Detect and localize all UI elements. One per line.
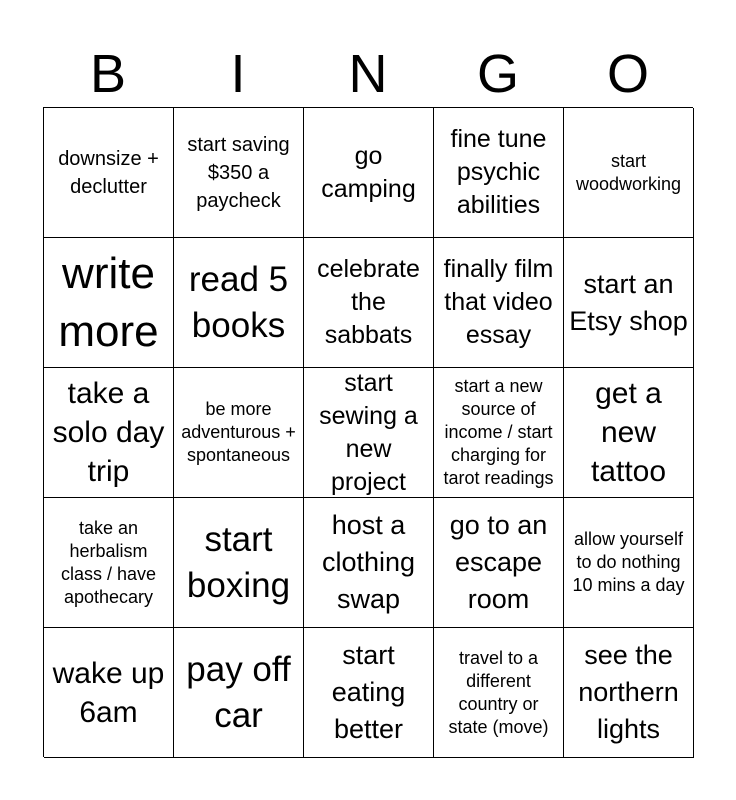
cell-text: see the northern lights (578, 640, 679, 744)
cell-text: start a new source of income / start charging for tarot readings (443, 376, 554, 488)
bingo-cell[interactable] (44, 368, 174, 498)
cell-text: start boxing (186, 519, 291, 605)
bingo-cell[interactable] (564, 368, 694, 498)
bingo-cell[interactable] (44, 238, 174, 368)
cell-text: go camping (321, 141, 416, 203)
bingo-board (43, 107, 693, 757)
bingo-cell[interactable] (304, 108, 434, 238)
cell-text: go to an escape room (449, 510, 548, 614)
bingo-cell[interactable] (304, 368, 434, 498)
bingo-header (43, 40, 693, 108)
bingo-cell[interactable] (304, 498, 434, 628)
bingo-cell[interactable] (174, 498, 304, 628)
bingo-cell[interactable] (174, 368, 304, 498)
bingo-cell[interactable] (564, 498, 694, 628)
cell-text: start sewing a new project (319, 368, 418, 496)
bingo-cell[interactable] (44, 108, 174, 238)
bingo-cell[interactable] (434, 628, 564, 758)
bingo-cell[interactable] (44, 628, 174, 758)
cell-text: allow yourself to do nothing 10 mins a day (572, 529, 685, 595)
bingo-cell[interactable] (174, 628, 304, 758)
cell-text: celebrate the sabbats (317, 255, 420, 349)
header-letter-g: G (476, 44, 519, 104)
cell-text: start woodworking (575, 150, 682, 194)
bingo-cell[interactable] (434, 498, 564, 628)
cell-text: downsize + declutter (58, 147, 159, 198)
bingo-cell[interactable] (564, 238, 694, 368)
cell-text: fine tune psychic abilities (450, 125, 547, 219)
bingo-cell[interactable] (304, 238, 434, 368)
cell-text: be more adventurous + spontaneous (181, 399, 296, 465)
cell-text: read 5 books (188, 259, 289, 345)
bingo-cell[interactable] (564, 628, 694, 758)
bingo-cell[interactable] (434, 368, 564, 498)
header-letter-o: O (606, 44, 649, 104)
cell-text: travel to a different country or state (move) (448, 647, 549, 737)
header-letter-b: B (89, 44, 127, 104)
cell-text: write more (58, 248, 159, 356)
bingo-cell[interactable] (434, 238, 564, 368)
cell-text: start saving $350 a paycheck (187, 133, 290, 212)
bingo-cell[interactable] (174, 108, 304, 238)
bingo-cell[interactable] (44, 498, 174, 628)
cell-text: pay off car (186, 649, 291, 735)
header-letter-n: N (348, 44, 388, 104)
header-letter-i: I (230, 44, 246, 104)
bingo-cell[interactable] (174, 238, 304, 368)
cell-text: take a solo day trip (52, 377, 165, 488)
cell-text: host a clothing swap (321, 510, 416, 614)
cell-text: take an herbalism class / have apothecary (60, 517, 157, 607)
cell-text: start an Etsy shop (569, 268, 688, 336)
cell-text: start eating better (331, 640, 406, 744)
cell-text: get a new tattoo (590, 377, 667, 488)
bingo-cell[interactable] (304, 628, 434, 758)
bingo-cell[interactable] (564, 108, 694, 238)
cell-text: wake up 6am (52, 656, 165, 729)
cell-text: finally film that video essay (443, 255, 554, 349)
bingo-cell[interactable] (434, 108, 564, 238)
